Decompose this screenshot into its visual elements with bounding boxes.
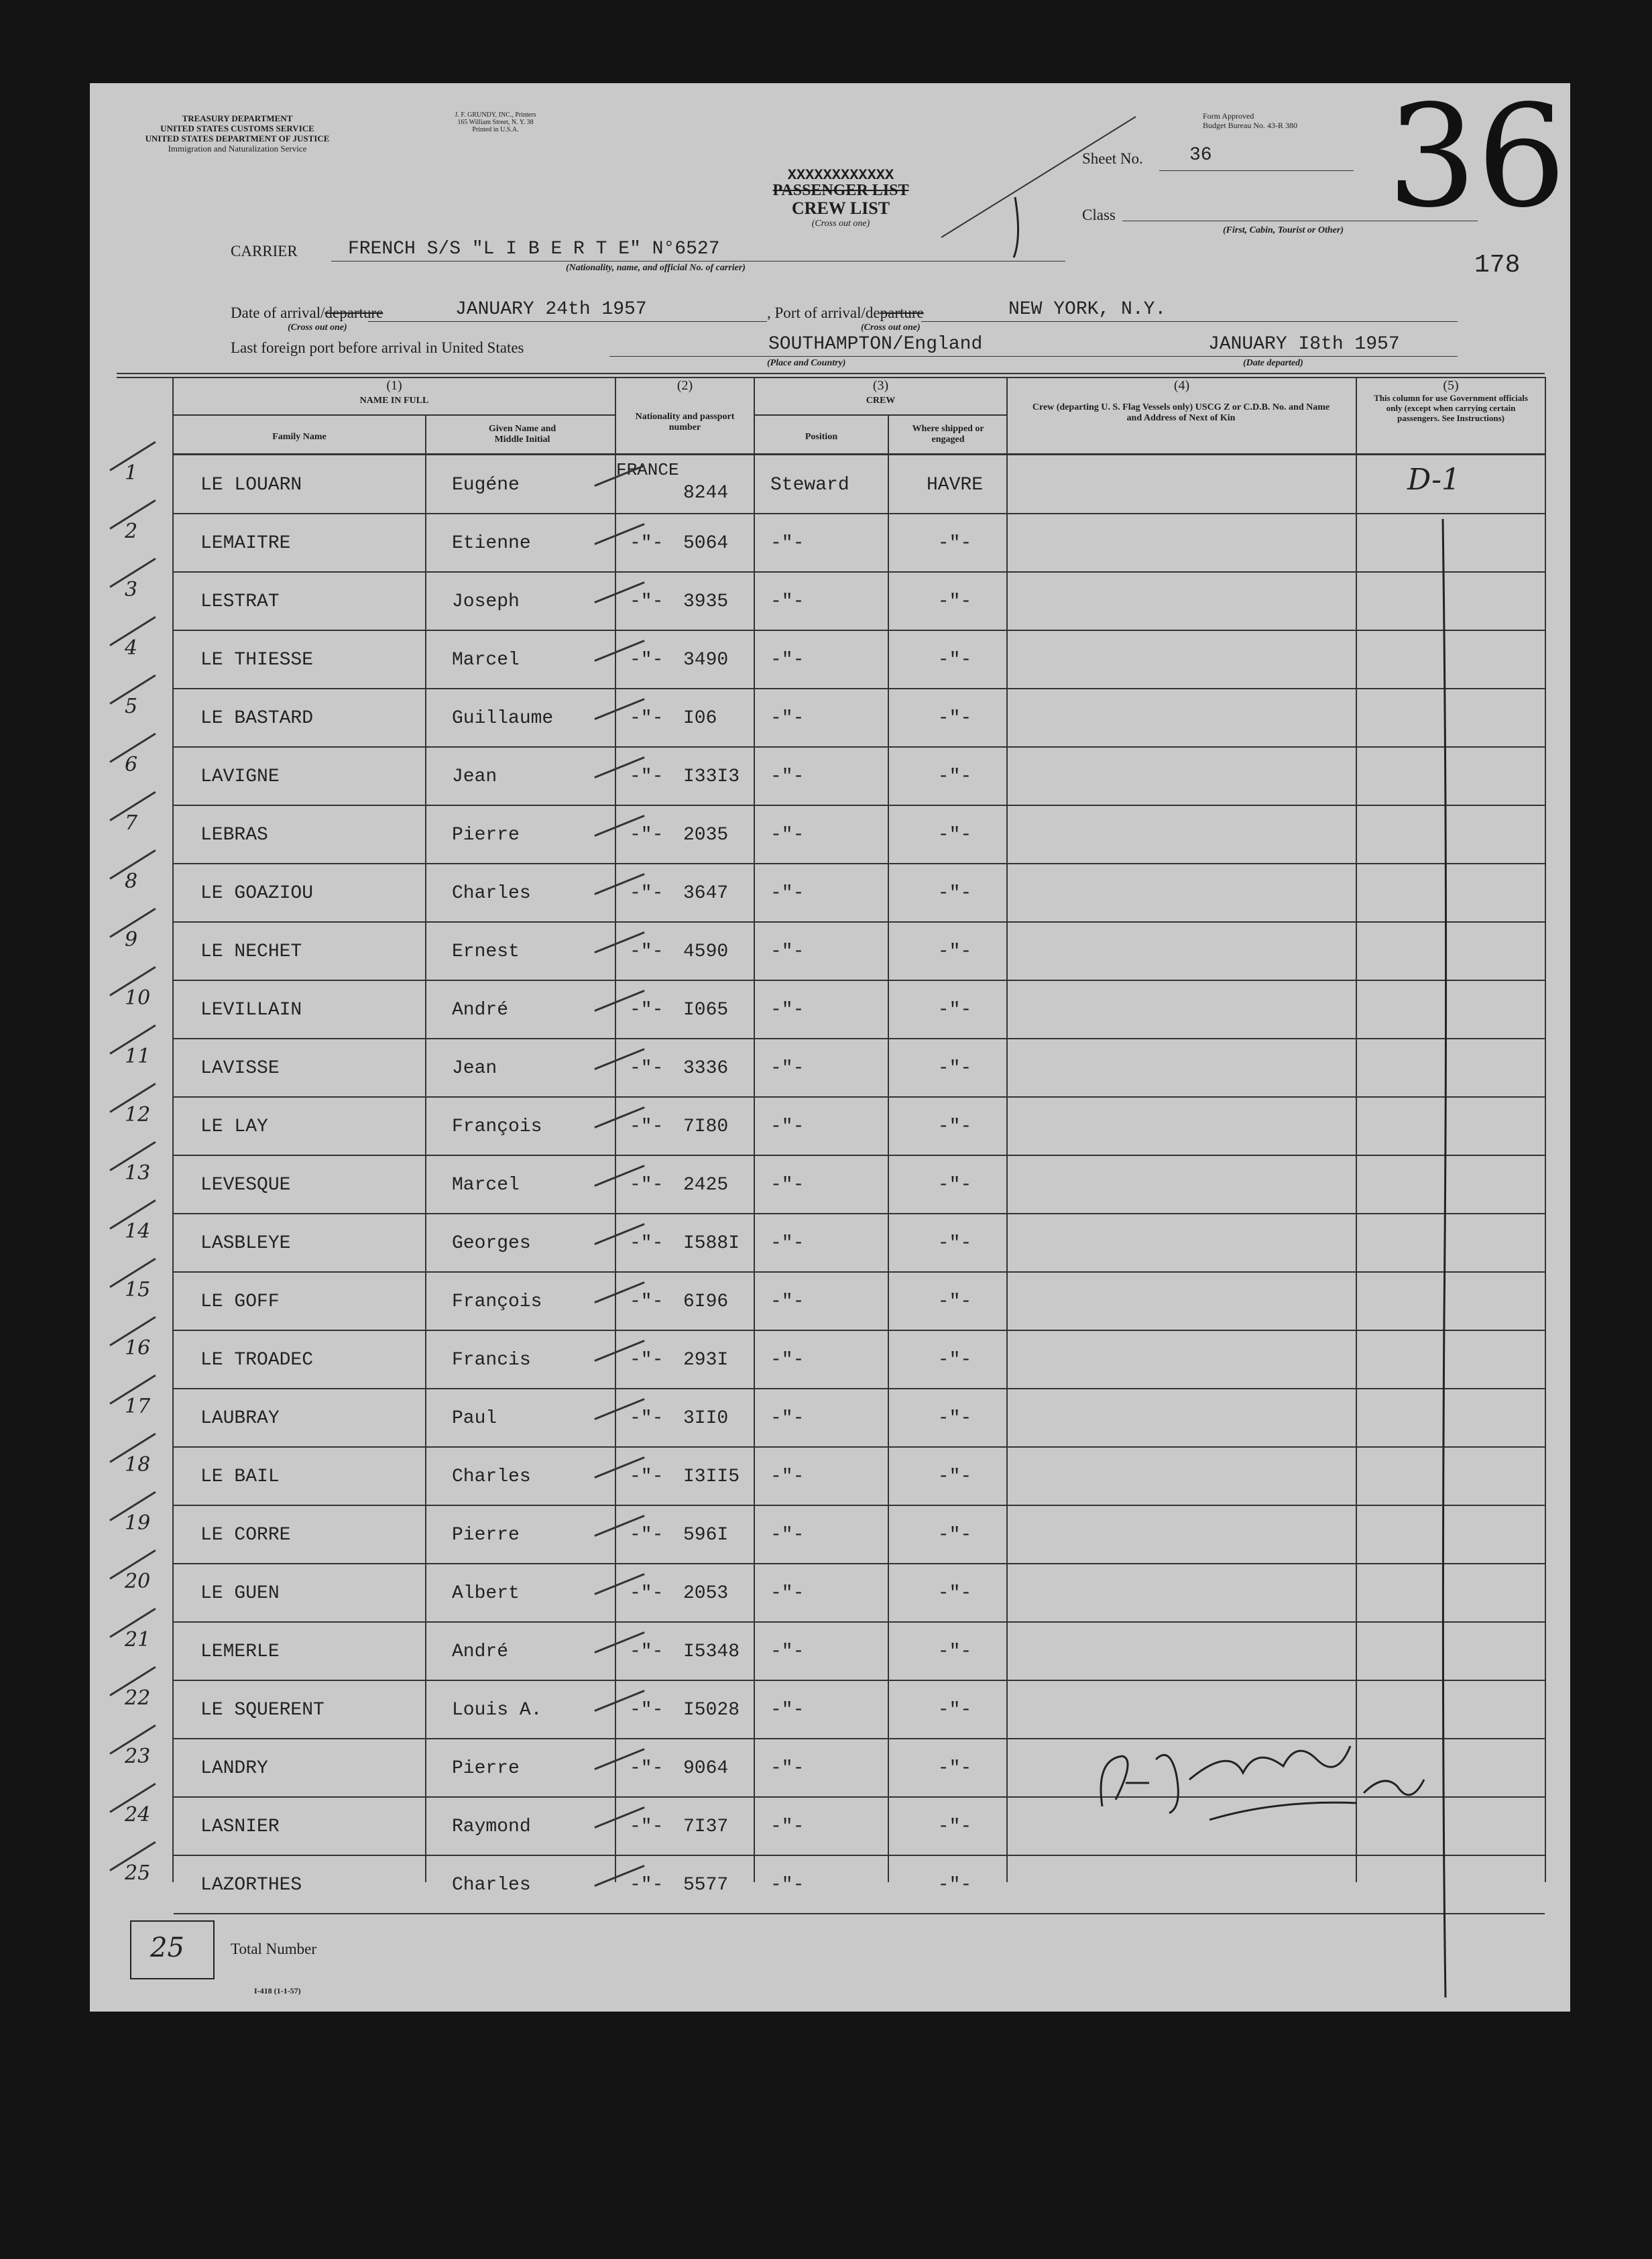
family-name: LEVESQUE (200, 1175, 291, 1196)
printer-line: Printed in U.S.A. (472, 126, 519, 133)
foreign-port-hint: (Place and Country) (767, 358, 846, 368)
passenger-list-struck: PASSENGER LIST (772, 182, 909, 199)
printer-line: J. F. GRUNDY, INC., Printers (455, 111, 536, 119)
arrival-date-value: JANUARY 24th 1957 (455, 299, 647, 320)
col2-number: (2) (676, 378, 693, 393)
family-name: LE GUEN (200, 1583, 280, 1604)
position: -"- (770, 1700, 805, 1721)
table-row (90, 1039, 1570, 1098)
nationality: -"- (630, 1875, 664, 1896)
form-approved (1203, 111, 1297, 130)
position: -"- (770, 1291, 805, 1312)
row-number: 11 (125, 1045, 151, 1068)
position: -"- (770, 1233, 805, 1254)
class-label: Class (1082, 207, 1116, 223)
foreign-date-value: JANUARY I8th 1957 (1208, 334, 1400, 355)
where-shipped: -"- (937, 1233, 972, 1254)
nationality: -"- (630, 708, 664, 729)
row-number: 24 (125, 1803, 151, 1827)
passport-number: 3647 (683, 883, 729, 904)
position: -"- (770, 1875, 805, 1896)
position: -"- (770, 1000, 805, 1021)
nationality: -"- (630, 1466, 664, 1487)
family-name: LEBRAS (200, 825, 268, 846)
where-shipped: -"- (937, 1816, 972, 1837)
given-name: Jean (452, 1058, 497, 1079)
table-row (90, 1448, 1570, 1506)
family-name: LEMAITRE (200, 533, 291, 554)
nationality: -"- (630, 825, 664, 846)
given-name: Eugéne (452, 475, 520, 496)
where-shipped: -"- (937, 1350, 972, 1371)
table-row (90, 981, 1570, 1039)
row-number: 25 (125, 1861, 151, 1885)
form-id: I-418 (1-1-57) (254, 1986, 301, 1995)
printer-block (418, 111, 573, 133)
nationality: -"- (630, 1816, 664, 1837)
nationality: -"- (630, 883, 664, 904)
col4-header: Crew (departing U. S. Flag Vessels only) USCG Z or C.D.B. No. and Name and Address of Next of Kin (1032, 402, 1330, 423)
foreign-port-value: SOUTHAMPTON/England (768, 334, 983, 355)
where-shipped: -"- (937, 1641, 972, 1662)
family-name: LANDRY (200, 1758, 268, 1779)
officials-mark: D-1 (1407, 463, 1460, 497)
row-number: 9 (125, 928, 138, 951)
nationality: -"- (630, 1233, 664, 1254)
where-shipped: -"- (937, 533, 972, 554)
table-row (90, 573, 1570, 631)
arrival-port-struck: parture (880, 304, 924, 321)
family-name: LEVILLAIN (200, 1000, 302, 1021)
nationality: -"- (630, 766, 664, 787)
where-shipped: -"- (937, 1466, 972, 1487)
table-row (90, 1623, 1570, 1681)
row-number: 7 (125, 811, 138, 835)
row-number: 20 (125, 1570, 151, 1593)
family-name: LE SQUERENT (200, 1700, 324, 1721)
passport-number: I3II5 (683, 1466, 740, 1487)
position: -"- (770, 1816, 805, 1837)
arrival-date-struck: departure (324, 304, 384, 321)
where-shipped: -"- (937, 591, 972, 612)
table-row (90, 1331, 1570, 1389)
where-shipped: -"- (937, 825, 972, 846)
position: -"- (770, 883, 805, 904)
passport-number: 3II0 (683, 1408, 729, 1429)
given-name: Pierre (452, 1525, 520, 1546)
table-row (90, 514, 1570, 573)
printer-line: 165 William Street, N. Y. 38 (457, 119, 534, 126)
table-row (90, 689, 1570, 748)
table-row (90, 864, 1570, 923)
given-name: Marcel (452, 650, 520, 671)
family-name: LE BAIL (200, 1466, 280, 1487)
crew-list-title: CREW LIST (791, 198, 890, 218)
given-name: Jean (452, 766, 497, 787)
given-name: Georges (452, 1233, 531, 1254)
given-name: André (452, 1641, 509, 1662)
row-number: 17 (125, 1395, 151, 1418)
total-box (130, 1920, 215, 1979)
given-name: François (452, 1116, 542, 1137)
nationality: -"- (630, 650, 664, 671)
table-row (90, 1098, 1570, 1156)
sheet-label: Sheet No. (1082, 150, 1143, 167)
table-row (90, 1156, 1570, 1214)
carrier-label: CARRIER (231, 243, 298, 259)
row-number: 2 (125, 520, 138, 543)
nationality: -"- (630, 1700, 664, 1721)
foreign-date-hint: (Date departed) (1243, 358, 1303, 368)
family-name: LE TROADEC (200, 1350, 314, 1371)
where-shipped: -"- (937, 1408, 972, 1429)
position: -"- (770, 533, 805, 554)
col2-header: Nationality and passport number (635, 412, 735, 432)
passport-number: I06 (683, 708, 717, 729)
form-approved-line: Form Approved (1203, 111, 1254, 121)
given-name: Francis (452, 1350, 531, 1371)
position: -"- (770, 1175, 805, 1196)
position: -"- (770, 825, 805, 846)
given-name: Albert (452, 1583, 520, 1604)
given-name: André (452, 1000, 509, 1021)
table-row (90, 806, 1570, 864)
col1-title: NAME IN FULL (359, 396, 429, 406)
col3-number: (3) (872, 378, 889, 393)
where-shipped: -"- (937, 941, 972, 962)
passport-number: 5064 (683, 533, 729, 554)
where-shipped: -"- (937, 1175, 972, 1196)
family-name: LASBLEYE (200, 1233, 291, 1254)
where-shipped: -"- (937, 1875, 972, 1896)
position: -"- (770, 1525, 805, 1546)
passport-number: I588I (683, 1233, 740, 1254)
agency-block (117, 113, 358, 154)
passport-number: 6I96 (683, 1291, 729, 1312)
col3a-header: Position (805, 432, 838, 442)
passport-number: 293I (683, 1350, 729, 1371)
where-shipped: -"- (937, 1116, 972, 1137)
family-name: LE NECHET (200, 941, 302, 962)
table-row (90, 1856, 1570, 1914)
nationality: -"- (630, 1525, 664, 1546)
where-shipped: -"- (937, 883, 972, 904)
nationality: -"- (630, 1000, 664, 1021)
given-name: Charles (452, 883, 531, 904)
arrival-port-label (767, 304, 924, 322)
where-shipped: -"- (937, 708, 972, 729)
given-name: Raymond (452, 1816, 531, 1837)
position: Steward (770, 475, 849, 496)
table-row (90, 631, 1570, 689)
where-shipped: -"- (937, 1758, 972, 1779)
passport-number: 596I (683, 1525, 729, 1546)
passport-number: 5577 (683, 1875, 729, 1896)
table-row (90, 748, 1570, 806)
col4-number: (4) (1173, 378, 1190, 393)
row-number: 5 (125, 695, 138, 718)
arrival-date-hint: (Cross out one) (288, 323, 347, 333)
where-shipped: -"- (937, 650, 972, 671)
family-name: LE LOUARN (200, 475, 302, 496)
row-number: 19 (125, 1511, 151, 1535)
nationality: -"- (630, 1116, 664, 1137)
nationality: -"- (630, 1350, 664, 1371)
given-name: Paul (452, 1408, 497, 1429)
row-number: 13 (125, 1161, 151, 1185)
nationality: -"- (630, 1583, 664, 1604)
table-row (90, 1273, 1570, 1331)
col5-header: This column for use Government officials only (except when carrying certain passengers. See Instructions) (1374, 393, 1528, 423)
col1-number: (1) (386, 378, 402, 393)
nationality: -"- (630, 533, 664, 554)
family-name: LE GOAZIOU (200, 883, 314, 904)
row-number: 21 (125, 1628, 151, 1652)
family-name: LAUBRAY (200, 1408, 280, 1429)
table-row (90, 1564, 1570, 1623)
family-name: LAVISSE (200, 1058, 280, 1079)
where-shipped: -"- (937, 1583, 972, 1604)
passport-number: 4590 (683, 941, 729, 962)
crew-list-sheet (90, 74, 1570, 2012)
row-number: 8 (125, 870, 138, 893)
position: -"- (770, 591, 805, 612)
col1a-header: Family Name (272, 432, 327, 442)
position: -"- (770, 1583, 805, 1604)
passport-number: 7I80 (683, 1116, 729, 1137)
position: -"- (770, 1408, 805, 1429)
agency-line: Immigration and Naturalization Service (168, 143, 307, 154)
position: -"- (770, 941, 805, 962)
row-number: 23 (125, 1745, 151, 1768)
position: -"- (770, 766, 805, 787)
carrier-hint: (Nationality, name, and official No. of carrier) (566, 263, 746, 273)
family-name: LAZORTHES (200, 1875, 302, 1896)
where-shipped: -"- (937, 1525, 972, 1546)
arrival-port-label-text: , Port of arrival/de (767, 304, 880, 321)
cross-out-hint: (Cross out one) (811, 219, 870, 229)
where-shipped: -"- (937, 1291, 972, 1312)
position: -"- (770, 1641, 805, 1662)
col5-number: (5) (1443, 378, 1459, 393)
col1b-header: Given Name and Middle Initial (488, 424, 556, 445)
family-name: LESTRAT (200, 591, 280, 612)
row-number: 22 (125, 1686, 151, 1710)
passport-number: I065 (683, 1000, 729, 1021)
total-value: 25 (150, 1932, 184, 1963)
row-number: 12 (125, 1103, 151, 1126)
family-name: LE THIESSE (200, 650, 314, 671)
passport-number: 8244 (683, 483, 729, 504)
given-name: Etienne (452, 533, 531, 554)
passport-number: 3490 (683, 650, 729, 671)
family-name: LEMERLE (200, 1641, 280, 1662)
passport-number: I5028 (683, 1700, 740, 1721)
table-row (90, 456, 1570, 514)
where-shipped: -"- (937, 1058, 972, 1079)
nationality: -"- (630, 1641, 664, 1662)
nationality: -"- (630, 1058, 664, 1079)
family-name: LE GOFF (200, 1291, 280, 1312)
table-row (90, 1389, 1570, 1448)
arrival-date-label (231, 304, 383, 322)
position: -"- (770, 650, 805, 671)
nationality: -"- (630, 941, 664, 962)
sheet-number-large: 36 (1387, 74, 1567, 239)
nationality: -"- (630, 1291, 664, 1312)
nationality: -"- (630, 1758, 664, 1779)
family-name: LE BASTARD (200, 708, 314, 729)
given-name: Pierre (452, 825, 520, 846)
agency-line: UNITED STATES CUSTOMS SERVICE (160, 123, 314, 133)
table-row (90, 1214, 1570, 1273)
signature (1075, 1719, 1451, 1840)
given-name: Ernest (452, 941, 520, 962)
row-number: 3 (125, 578, 138, 601)
passport-number: 2035 (683, 825, 729, 846)
nationality: -"- (630, 591, 664, 612)
given-name: Charles (452, 1875, 531, 1896)
arrival-date-label-text: Date of arrival/ (231, 304, 325, 321)
col3b-header: Where shipped or engaged (912, 424, 984, 445)
foreign-port-label: Last foreign port before arrival in United States (231, 339, 524, 356)
given-name: Marcel (452, 1175, 520, 1196)
passport-number: I5348 (683, 1641, 740, 1662)
passport-number: 3336 (683, 1058, 729, 1079)
given-name: François (452, 1291, 542, 1312)
family-name: LAVIGNE (200, 766, 280, 787)
nationality: -"- (630, 1175, 664, 1196)
agency-line: TREASURY DEPARTMENT (182, 113, 293, 123)
given-name: Guillaume (452, 708, 554, 729)
position: -"- (770, 1466, 805, 1487)
row-number: 16 (125, 1336, 151, 1360)
row-number: 10 (125, 986, 151, 1010)
where-shipped: HAVRE (926, 475, 983, 496)
sheet-value: 36 (1189, 145, 1212, 166)
given-name: Joseph (452, 591, 520, 612)
position: -"- (770, 1058, 805, 1079)
form-approved-line: Budget Bureau No. 43-R 380 (1203, 121, 1297, 130)
position: -"- (770, 708, 805, 729)
nationality: FRANCE (616, 460, 679, 480)
position: -"- (770, 1116, 805, 1137)
row-number: 1 (125, 461, 138, 485)
row-number: 4 (125, 636, 138, 660)
given-name: Pierre (452, 1758, 520, 1779)
passport-number: 3935 (683, 591, 729, 612)
stamp-number: 178 (1474, 251, 1521, 280)
position: -"- (770, 1350, 805, 1371)
given-name: Louis A. (452, 1700, 542, 1721)
table-row (90, 1506, 1570, 1564)
class-hint: (First, Cabin, Tourist or Other) (1223, 225, 1344, 235)
family-name: LASNIER (200, 1816, 280, 1837)
passport-number: 2425 (683, 1175, 729, 1196)
row-number: 18 (125, 1453, 151, 1476)
row-number: 6 (125, 753, 138, 776)
passport-number: I33I3 (683, 766, 740, 787)
row-number: 15 (125, 1278, 151, 1301)
arrival-port-value: NEW YORK, N.Y. (1008, 299, 1167, 320)
family-name: LE CORRE (200, 1525, 291, 1546)
passport-number: 2053 (683, 1583, 729, 1604)
where-shipped: -"- (937, 1700, 972, 1721)
table-row (90, 923, 1570, 981)
passport-number: 9064 (683, 1758, 729, 1779)
family-name: LE LAY (200, 1116, 268, 1137)
nationality: -"- (630, 1408, 664, 1429)
total-label: Total Number (231, 1941, 317, 1957)
where-shipped: -"- (937, 1000, 972, 1021)
passport-number: 7I37 (683, 1816, 729, 1837)
position: -"- (770, 1758, 805, 1779)
carrier-value: FRENCH S/S "L I B E R T E" N°6527 (348, 239, 720, 259)
row-number: 14 (125, 1220, 151, 1243)
struck-xs: XXXXXXXXXXXX (787, 167, 894, 184)
agency-line: UNITED STATES DEPARTMENT OF JUSTICE (145, 133, 330, 143)
where-shipped: -"- (937, 766, 972, 787)
arrival-port-hint: (Cross out one) (861, 323, 921, 333)
col3-title: CREW (866, 396, 896, 406)
given-name: Charles (452, 1466, 531, 1487)
